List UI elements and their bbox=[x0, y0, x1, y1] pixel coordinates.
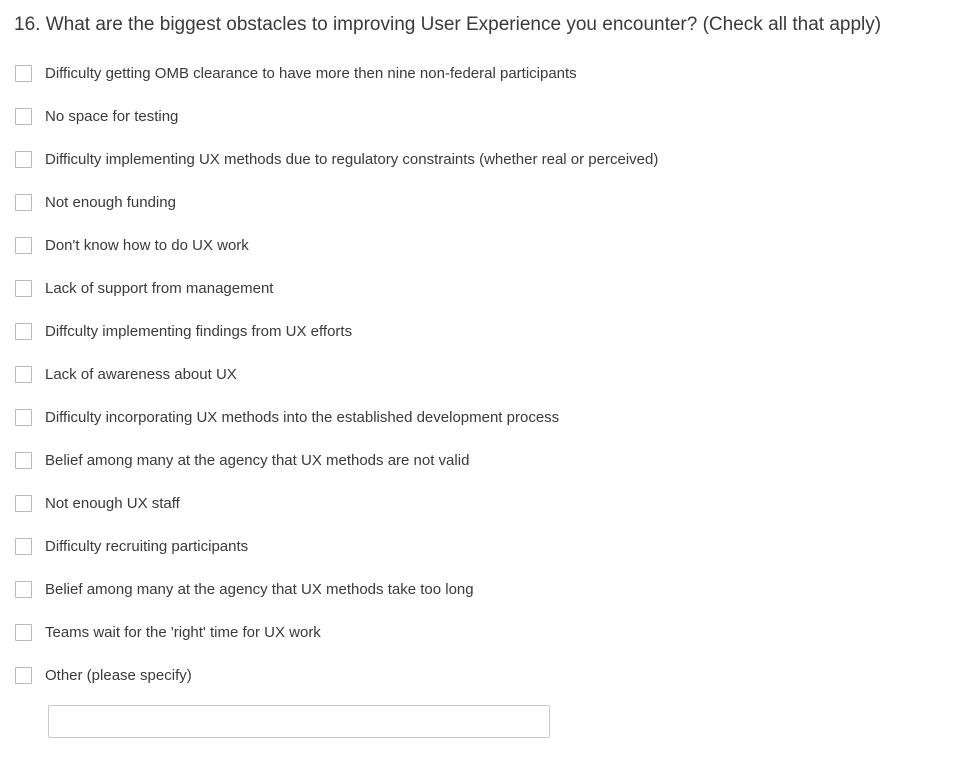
list-item[interactable] bbox=[14, 439, 962, 482]
list-item[interactable] bbox=[14, 568, 962, 611]
checkbox-icon[interactable] bbox=[15, 624, 32, 641]
checkbox-icon[interactable] bbox=[15, 409, 32, 426]
option-label: Teams wait for the 'right' time for UX work bbox=[45, 623, 321, 641]
option-label: Other (please specify) bbox=[45, 666, 192, 684]
list-item[interactable] bbox=[14, 181, 962, 224]
option-label: Difficulty getting OMB clearance to have more then nine non-federal participants bbox=[45, 64, 577, 82]
checkbox-icon[interactable] bbox=[15, 108, 32, 125]
option-label: Not enough funding bbox=[45, 193, 176, 211]
option-label: Difficulty recruiting participants bbox=[45, 537, 249, 555]
option-label: Don't know how to do UX work bbox=[45, 236, 249, 254]
checkbox-icon[interactable] bbox=[15, 151, 32, 168]
checkbox-icon[interactable] bbox=[15, 581, 32, 598]
checkbox-option-list bbox=[14, 52, 962, 697]
option-label: Belief among many at the agency that UX methods are not valid bbox=[45, 451, 470, 469]
checkbox-icon[interactable] bbox=[15, 194, 32, 211]
checkbox-icon[interactable] bbox=[15, 280, 32, 297]
option-label: Lack of support from management bbox=[45, 279, 274, 297]
list-item[interactable] bbox=[14, 138, 962, 181]
option-label: Not enough UX staff bbox=[45, 494, 180, 512]
list-item[interactable] bbox=[14, 95, 962, 138]
list-item[interactable] bbox=[14, 611, 962, 654]
checkbox-icon[interactable] bbox=[15, 538, 32, 555]
option-label: No space for testing bbox=[45, 107, 179, 125]
list-item[interactable] bbox=[14, 396, 962, 439]
checkbox-icon[interactable] bbox=[15, 237, 32, 254]
other-input-container bbox=[14, 705, 962, 738]
checkbox-icon[interactable] bbox=[15, 667, 32, 684]
checkbox-icon[interactable] bbox=[15, 366, 32, 383]
list-item-other[interactable] bbox=[14, 654, 962, 697]
page-title: 16. What are the biggest obstacles to improving User Experience you encounter? (Check all that apply) bbox=[14, 14, 882, 35]
checkbox-icon[interactable] bbox=[15, 323, 32, 340]
list-item[interactable] bbox=[14, 525, 962, 568]
list-item[interactable] bbox=[14, 310, 962, 353]
list-item[interactable] bbox=[14, 267, 962, 310]
other-specify-input[interactable] bbox=[48, 705, 550, 738]
checkbox-icon[interactable] bbox=[15, 495, 32, 512]
option-label: Diffculty implementing findings from UX efforts bbox=[45, 322, 353, 340]
option-label: Lack of awareness about UX bbox=[45, 365, 237, 383]
option-label: Difficulty implementing UX methods due to regulatory constraints (whether real or perceived) bbox=[45, 150, 659, 168]
list-item[interactable] bbox=[14, 224, 962, 267]
list-item[interactable] bbox=[14, 52, 962, 95]
option-label: Difficulty incorporating UX methods into the established development process bbox=[45, 408, 560, 426]
option-label: Belief among many at the agency that UX methods take too long bbox=[45, 580, 474, 598]
list-item[interactable] bbox=[14, 353, 962, 396]
list-item[interactable] bbox=[14, 482, 962, 525]
checkbox-icon[interactable] bbox=[15, 452, 32, 469]
checkbox-icon[interactable] bbox=[15, 65, 32, 82]
